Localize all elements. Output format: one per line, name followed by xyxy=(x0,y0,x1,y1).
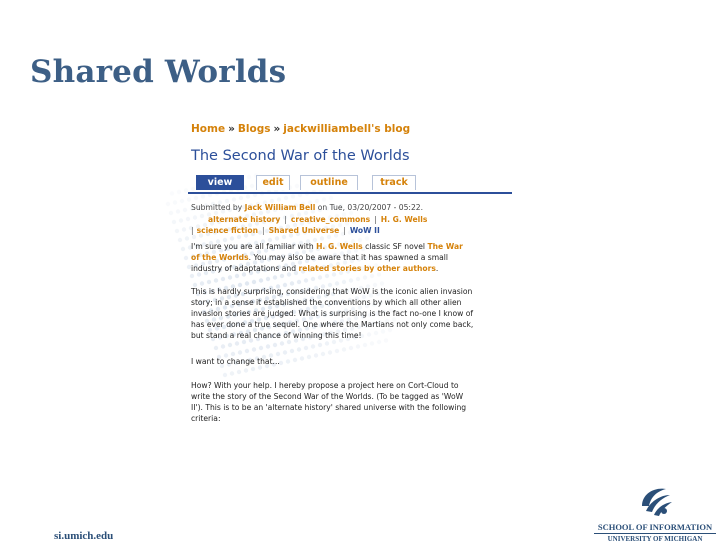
paragraph-line: This is hardly surprising, considering that WoW is the iconic alien invasion xyxy=(191,287,473,296)
submitted-prefix: Submitted by xyxy=(191,203,243,212)
logo-divider xyxy=(594,533,716,534)
breadcrumb xyxy=(191,123,410,135)
paragraph-line: invasion stories are judged. What is surprising is the fact no-one I know of xyxy=(191,309,474,318)
terms-row xyxy=(191,226,380,235)
paragraph xyxy=(191,241,513,274)
paragraph-text: I'm sure you are all familiar with xyxy=(191,242,314,251)
term-separator: | xyxy=(284,215,287,224)
breadcrumb-home-link[interactable]: Home xyxy=(191,123,226,135)
term-separator: | xyxy=(262,226,265,235)
tab-view[interactable]: view xyxy=(196,175,244,190)
term-link[interactable]: creative_commons xyxy=(290,215,371,224)
paragraph-line: I want to change that... xyxy=(191,357,280,366)
breadcrumb-blogs-link[interactable]: Blogs xyxy=(237,123,271,135)
breadcrumb-separator: » xyxy=(273,123,281,135)
term-link[interactable]: H. G. Wells xyxy=(380,215,428,224)
school-logo xyxy=(590,484,720,546)
tab-divider xyxy=(188,192,512,194)
paragraph-text: industry of adaptations and xyxy=(191,264,297,273)
blog-screenshot xyxy=(188,118,514,432)
paragraph-text: . You may also be aware that it has spawned a small xyxy=(248,253,448,262)
term-link[interactable]: Shared Universe xyxy=(268,226,340,235)
breadcrumb-user-blog-link[interactable]: jackwilliambell's blog xyxy=(283,123,411,135)
author-link[interactable]: Jack William Bell xyxy=(244,203,316,212)
tab-edit[interactable]: edit xyxy=(256,175,290,190)
term-link[interactable]: WoW II xyxy=(349,226,380,235)
logo-university-name: UNIVERSITY OF MICHIGAN xyxy=(607,535,703,543)
footer-url: si.umich.edu xyxy=(54,530,114,542)
paragraph-line: has ever done a true sequel. One where the Martians not only come back, xyxy=(191,320,474,329)
paragraph xyxy=(191,286,513,341)
paragraph-text: . xyxy=(435,264,439,273)
term-link[interactable]: science fiction xyxy=(196,226,259,235)
terms-row xyxy=(208,215,427,224)
paragraph-line: write the story of the Second War of the Worlds. (To be tagged as 'WoW xyxy=(191,392,464,401)
term-separator: | xyxy=(191,226,194,235)
inline-link[interactable]: H. G. Wells xyxy=(316,242,363,251)
paragraph xyxy=(191,380,513,424)
inline-link[interactable]: The War xyxy=(427,242,463,251)
post-title: The Second War of the Worlds xyxy=(191,148,410,164)
inline-link[interactable]: of the Worlds xyxy=(191,253,249,262)
breadcrumb-separator: » xyxy=(228,123,235,135)
submitted-by xyxy=(191,203,423,212)
paragraph-line: How? With your help. I hereby propose a project here on Cort-Cloud to xyxy=(191,381,459,390)
school-logo-icon xyxy=(636,484,674,520)
tab-outline[interactable]: outline xyxy=(300,175,358,190)
term-link[interactable]: alternate history xyxy=(208,215,281,224)
paragraph-text: classic SF novel xyxy=(365,242,426,251)
slide-title: Shared Worlds xyxy=(30,54,287,90)
paragraph-line: criteria: xyxy=(191,414,221,423)
paragraph-line: II'). This is to be an 'alternate history' shared universe with the following xyxy=(191,403,467,412)
paragraph-line: but stand a real chance of winning this time! xyxy=(191,331,362,340)
paragraph-line: story; in a sense it established the conventions by which all other alien xyxy=(191,298,462,307)
inline-link[interactable]: related stories by other authors xyxy=(298,264,436,273)
term-separator: | xyxy=(343,226,346,235)
paragraph xyxy=(191,356,513,367)
tab-track[interactable]: track xyxy=(372,175,416,190)
term-separator: | xyxy=(374,215,377,224)
post-date: on Tue, 03/20/2007 - 05:22. xyxy=(317,203,424,212)
logo-school-name: SCHOOL OF INFORMATION xyxy=(597,522,713,532)
